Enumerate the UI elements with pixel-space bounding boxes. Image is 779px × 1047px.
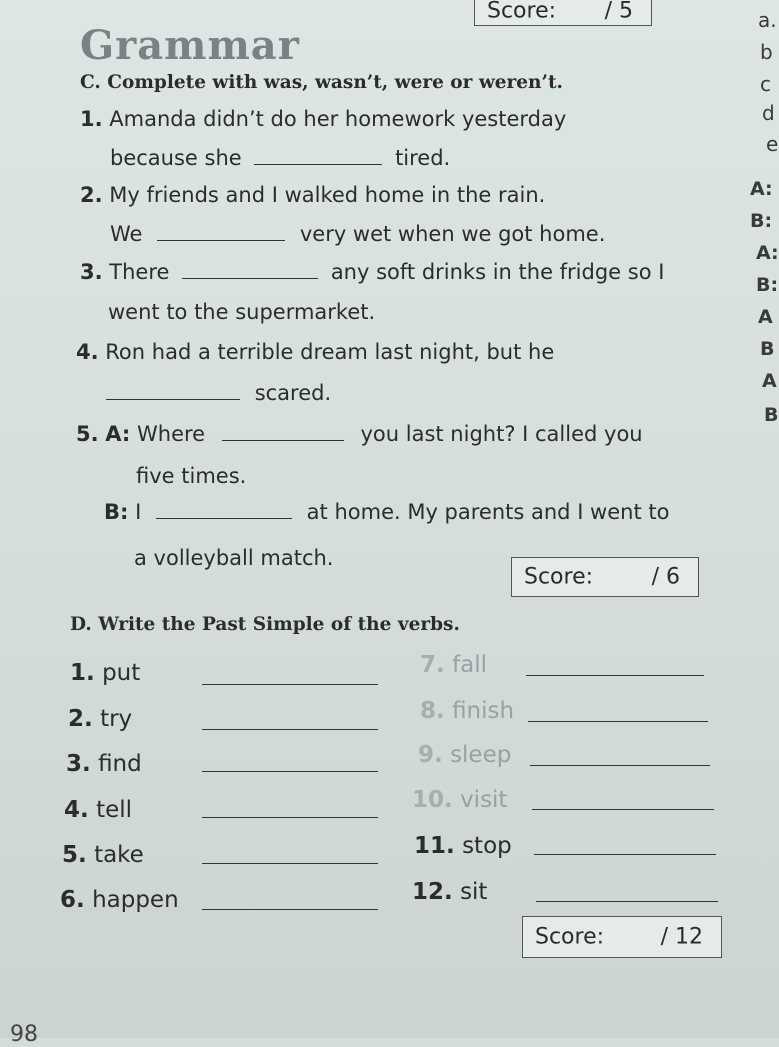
item-number: 12. bbox=[412, 879, 453, 905]
side-speaker: A: bbox=[756, 242, 779, 264]
verb-text: visit bbox=[460, 787, 508, 813]
item-number: 2. bbox=[80, 183, 103, 207]
answer-blank[interactable] bbox=[202, 816, 378, 818]
item-text: a volleyball match. bbox=[134, 546, 334, 570]
answer-blank[interactable] bbox=[532, 808, 714, 810]
answer-blank[interactable] bbox=[157, 239, 285, 241]
section-d-heading: D. Write the Past Simple of the verbs. bbox=[70, 614, 460, 635]
item-text: scared. bbox=[254, 381, 332, 405]
item-text: because she bbox=[110, 146, 242, 170]
item-number: 4. bbox=[76, 340, 99, 364]
answer-blank[interactable] bbox=[156, 517, 292, 519]
verb-item-12 bbox=[412, 879, 487, 905]
top-score-box bbox=[474, 0, 652, 26]
item-text: went to the supermarket. bbox=[108, 300, 376, 324]
verb-text: sit bbox=[460, 879, 488, 905]
item-text: Where bbox=[137, 422, 206, 446]
verb-item-1 bbox=[70, 660, 140, 686]
score-value: / 6 bbox=[651, 564, 680, 590]
answer-blank[interactable] bbox=[202, 908, 378, 910]
score-label: Score: bbox=[487, 0, 557, 24]
side-speaker: B: bbox=[756, 274, 779, 296]
verb-item-3 bbox=[66, 751, 142, 777]
exercise-c-item-3-line2 bbox=[108, 300, 375, 324]
item-number: 7. bbox=[420, 652, 445, 678]
item-number: 11. bbox=[414, 833, 455, 859]
score-value: / 5 bbox=[604, 0, 633, 24]
verb-item-4 bbox=[64, 797, 132, 823]
answer-blank[interactable] bbox=[222, 439, 344, 441]
item-text: very wet when we got home. bbox=[299, 222, 606, 246]
side-letter: c bbox=[760, 72, 771, 96]
item-text: five times. bbox=[136, 464, 247, 488]
verb-item-10 bbox=[412, 787, 507, 813]
page-number: 98 bbox=[10, 1022, 38, 1047]
verb-text: tell bbox=[96, 797, 133, 823]
item-text: tired. bbox=[395, 146, 451, 170]
verb-text: find bbox=[98, 751, 142, 777]
answer-blank[interactable] bbox=[202, 683, 378, 685]
item-number: 2. bbox=[68, 706, 93, 732]
verb-item-7 bbox=[420, 652, 487, 678]
side-letter: a. bbox=[758, 8, 777, 32]
item-text: at home. My parents and I went to bbox=[306, 500, 670, 524]
item-text: any soft drinks in the fridge so I bbox=[330, 260, 665, 284]
side-speaker: B: bbox=[750, 210, 773, 232]
page-title: Grammar bbox=[80, 22, 300, 69]
item-number: 3. bbox=[66, 751, 91, 777]
speaker-label: B: bbox=[104, 500, 129, 524]
verb-text: put bbox=[102, 660, 141, 686]
verb-item-11 bbox=[414, 833, 512, 859]
side-speaker: B bbox=[764, 404, 779, 426]
answer-blank[interactable] bbox=[202, 728, 378, 730]
answer-blank[interactable] bbox=[530, 764, 710, 766]
item-text: I bbox=[135, 500, 142, 524]
verb-item-6 bbox=[60, 887, 179, 913]
verb-text: fall bbox=[452, 652, 488, 678]
answer-blank[interactable] bbox=[254, 163, 382, 165]
section-c-score-box bbox=[511, 557, 699, 597]
side-speaker: A: bbox=[750, 178, 773, 200]
item-text: you last night? I called you bbox=[360, 422, 643, 446]
score-label: Score: bbox=[535, 924, 605, 950]
exercise-c-item-4 bbox=[76, 340, 554, 364]
answer-blank[interactable] bbox=[536, 900, 718, 902]
section-d-score-box bbox=[522, 916, 722, 958]
exercise-c-item-4-line2 bbox=[106, 381, 331, 405]
side-letter: d bbox=[762, 101, 775, 125]
verb-text: finish bbox=[452, 698, 515, 724]
item-number: 5. bbox=[62, 842, 87, 868]
exercise-c-item-5-b-line2 bbox=[134, 546, 333, 570]
verb-item-5 bbox=[62, 842, 144, 868]
exercise-c-item-5-a bbox=[76, 422, 643, 446]
answer-blank[interactable] bbox=[534, 853, 716, 855]
speaker-label: A: bbox=[105, 422, 131, 446]
exercise-c-item-2-line2 bbox=[110, 222, 605, 246]
item-number: 4. bbox=[64, 797, 89, 823]
verb-text: try bbox=[100, 706, 133, 732]
verb-item-9 bbox=[418, 742, 511, 768]
item-text: We bbox=[110, 222, 143, 246]
verb-item-8 bbox=[420, 698, 514, 724]
item-number: 1. bbox=[80, 107, 103, 131]
section-c-heading: C. Complete with was, wasn’t, were or weren’t. bbox=[80, 72, 563, 93]
exercise-c-item-2 bbox=[80, 183, 545, 207]
side-speaker: A bbox=[758, 306, 773, 328]
exercise-c-item-1 bbox=[80, 107, 566, 131]
verb-item-2 bbox=[68, 706, 132, 732]
answer-blank[interactable] bbox=[202, 770, 378, 772]
answer-blank[interactable] bbox=[202, 862, 378, 864]
answer-blank[interactable] bbox=[526, 674, 704, 676]
verb-text: stop bbox=[462, 833, 512, 859]
item-number: 1. bbox=[70, 660, 95, 686]
item-text: My friends and I walked home in the rain. bbox=[109, 183, 546, 207]
exercise-c-item-1-line2 bbox=[110, 146, 450, 170]
side-speaker: A bbox=[762, 370, 777, 392]
verb-text: happen bbox=[92, 887, 179, 913]
item-number: 8. bbox=[420, 698, 445, 724]
answer-blank[interactable] bbox=[106, 398, 240, 400]
answer-blank[interactable] bbox=[182, 277, 318, 279]
exercise-c-item-5-b bbox=[104, 500, 669, 524]
verb-text: take bbox=[94, 842, 144, 868]
item-text: Ron had a terrible dream last night, but he bbox=[105, 340, 555, 364]
verb-text: sleep bbox=[450, 742, 512, 768]
score-value: / 12 bbox=[660, 924, 703, 950]
item-number: 5. bbox=[76, 422, 99, 446]
exercise-c-item-3 bbox=[80, 260, 664, 284]
side-letter: b bbox=[760, 40, 773, 64]
score-label: Score: bbox=[524, 564, 594, 590]
item-text: Amanda didn’t do her homework yesterday bbox=[109, 107, 567, 131]
item-number: 6. bbox=[60, 887, 85, 913]
exercise-c-item-5-a-line2 bbox=[136, 464, 246, 488]
side-letter: e bbox=[766, 132, 779, 156]
item-number: 10. bbox=[412, 787, 453, 813]
item-number: 3. bbox=[80, 260, 103, 284]
item-text: There bbox=[109, 260, 170, 284]
answer-blank[interactable] bbox=[528, 720, 708, 722]
side-speaker: B bbox=[760, 338, 775, 360]
item-number: 9. bbox=[418, 742, 443, 768]
